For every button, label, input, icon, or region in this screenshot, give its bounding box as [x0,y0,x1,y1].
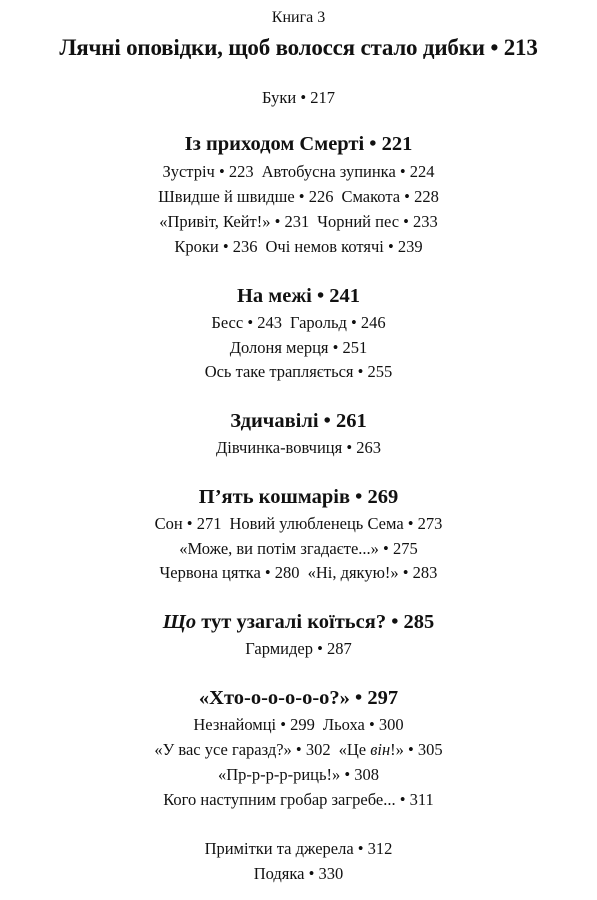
toc-entry-its-him [339,740,443,759]
toc-row [0,313,597,333]
section-heading-whats-going-on [0,610,597,634]
toc-entry: Кроки • 236 [174,237,258,256]
book-number-label: Книга 3 [271,9,326,26]
book-title: Лячні оповідки, щоб волосся стало дибки • 213 [59,35,538,60]
toc-entry: Новий улюбленець Сема • 273 [229,514,443,533]
section-heading-feral: Здичавілі • 261 [230,410,367,432]
section-heading-nightmares: П’ять кошмарів • 269 [198,486,399,508]
toc-entry: Дівчинка-вовчиця • 263 [216,438,381,457]
section-heading-edge: На межі • 241 [236,285,361,307]
toc-entry-buky: Буки • 217 [262,88,335,107]
toc-entry-part: «Це [338,740,371,759]
toc-row [0,237,597,257]
toc-row [0,187,597,207]
toc-entry: «Може, ви потім згадаєте...» • 275 [179,539,418,558]
toc-entry: Смакота • 228 [341,187,439,206]
toc-row [0,162,597,182]
toc-row [0,514,597,534]
toc-entry: «Ні, дякую!» • 283 [307,563,438,582]
toc-entry: Автобусна зупинка • 224 [261,162,435,181]
toc-entry: Ось таке трапляється • 255 [204,362,393,381]
toc-entry: Червона цятка • 280 [159,563,300,582]
toc-row [0,740,597,760]
toc-row [0,212,597,232]
toc-entry: Кого наступним гробар загребе... • 311 [163,790,434,809]
toc-entry-thanks: Подяка • 330 [253,864,344,883]
toc-entry: Сон • 271 [154,514,222,533]
heading-rest: тут узагалі коїться? • 285 [196,611,435,633]
heading-italic-word: Що [162,611,197,633]
toc-entry-italic-part: він [370,740,391,759]
toc-entry: Незнайомці • 299 [193,715,315,734]
toc-entry: «Привіт, Кейт!» • 231 [159,212,310,231]
toc-entry: Бесс • 243 [211,313,282,332]
toc-entry: Чорний пес • 233 [317,212,438,231]
toc-entry-part: !» • 305 [390,740,443,759]
toc-entry: Льоха • 300 [322,715,404,734]
toc-entry: Зустріч • 223 [162,162,254,181]
toc-entry: «Пр-р-р-р-риць!» • 308 [217,765,380,784]
toc-entry: Швидше й швидше • 226 [158,187,334,206]
toc-entry-notes: Примітки та джерела • 312 [204,839,393,858]
toc-entry: Долоня мерця • 251 [229,338,368,357]
toc-row [0,715,597,735]
toc-entry: Гармидер • 287 [245,639,352,658]
section-heading-who: «Хто-о-о-о-о-о?» • 297 [198,687,399,709]
toc-row [0,563,597,583]
toc-entry: Очі немов котячі • 239 [265,237,423,256]
toc-entry: «У вас усе гаразд?» • 302 [154,740,331,759]
section-heading-death: Із приходом Смерті • 221 [184,133,413,155]
toc-entry: Гарольд • 246 [289,313,386,332]
